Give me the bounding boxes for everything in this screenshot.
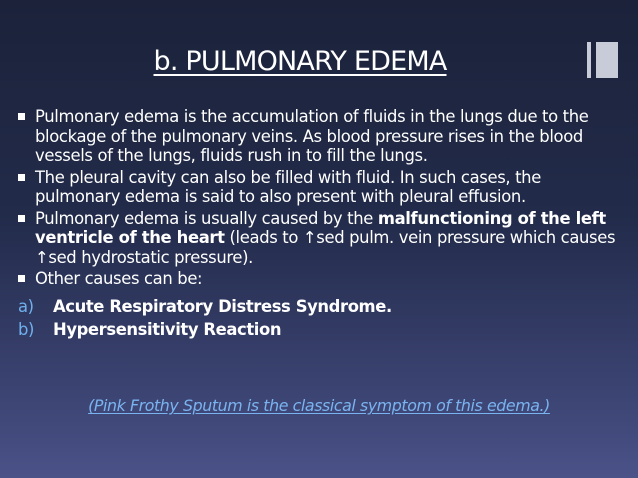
bullet-square-icon <box>18 113 25 120</box>
cause-letter: b) <box>18 320 34 339</box>
bullet-text: Pulmonary edema is the accumulation of fluids in the lungs due to the blockage of the pulmonary veins. As blood pressure rises in the blood vessels of the lungs, fluids rush in to fill the lungs. <box>35 107 589 165</box>
bullet-item <box>18 269 618 289</box>
cause-text: Acute Respiratory Distress Syndrome. <box>53 296 392 316</box>
bullet-square-icon <box>18 174 25 181</box>
bullet-item <box>18 107 618 166</box>
cause-text: Hypersensitivity Reaction <box>53 320 282 339</box>
bullet-item <box>18 168 618 207</box>
slide-title: b. PULMONARY EDEMA <box>153 46 447 77</box>
bullet-text: The pleural cavity can also be filled with fluid. In such cases, the pulmonary edema is said to also present with pleural effusion. <box>35 167 541 206</box>
bullet-text-bold: malfunctioning of the left ventricle of the heart <box>35 208 606 247</box>
cause-letter: a) <box>18 296 34 316</box>
bullet-square-icon <box>18 275 25 282</box>
decoration-bar-thin <box>587 42 591 78</box>
cause-item <box>18 297 618 317</box>
bullet-square-icon <box>18 215 25 222</box>
decoration-bar-thick <box>596 42 618 78</box>
cause-item <box>18 320 618 340</box>
slide-body <box>18 107 618 340</box>
bullet-item <box>18 209 618 268</box>
title-decoration-bars <box>587 42 619 78</box>
footnote-symptom: (Pink Frothy Sputum is the classical symptom of this edema.) <box>88 396 550 415</box>
bullet-text-pre: Pulmonary edema is usually caused by the <box>35 208 378 228</box>
bullet-text: Other causes can be: <box>35 269 203 288</box>
bullet-text-post: (leads to ↑sed pulm. vein pressure which causes ↑sed hydrostatic pressure). <box>35 228 616 267</box>
